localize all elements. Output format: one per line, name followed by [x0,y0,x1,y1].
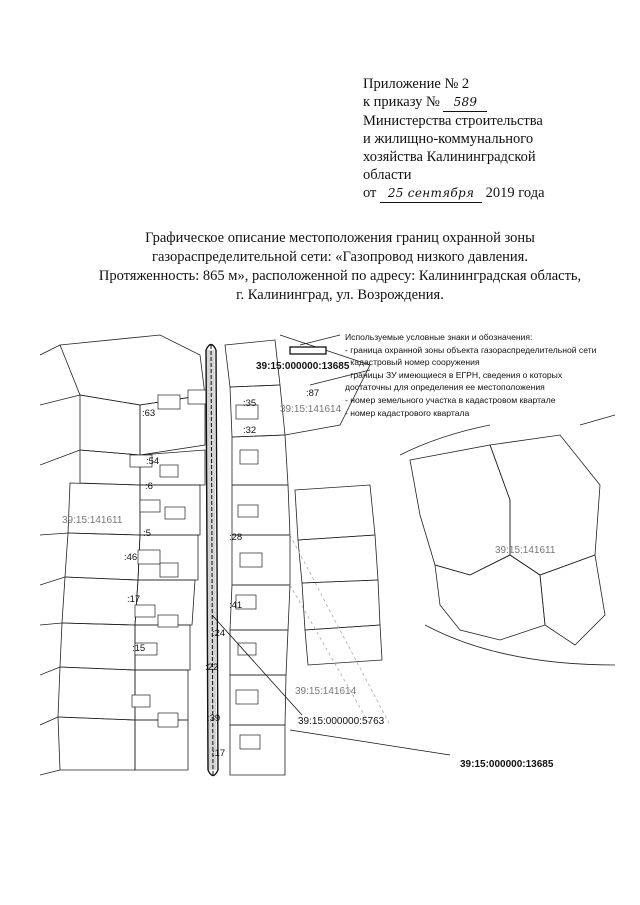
appendix-number: Приложение № 2 [363,76,470,92]
legend [345,331,596,419]
ministry-line-3: хозяйства Калининградской [363,149,536,165]
legend-item: - границы ЗУ имеющиеся в ЕГРН, сведения о которых [345,369,563,380]
ministry-line-1: Министерства строительства [363,113,543,129]
parcel-label: :32 [243,425,257,436]
parcel-label: :63 [142,408,156,419]
legend-item: - номер кадастрового квартала [345,407,470,418]
parcel-label: :24 [212,628,226,639]
date-line [363,184,603,203]
title-line-2: газораспределительной сети: «Газопровод низкого давления. [152,249,528,265]
parcel-label: :17 [127,594,141,605]
parcel-label: :15 [132,643,146,654]
legend-item: - номер земельного участка в кадастровом квартале [345,394,556,405]
parcel-label: :41 [229,600,243,611]
title-line-1: Графическое описание местоположения границ охранной зоны [145,230,535,246]
structure-label-bottom: 39:15:000000:13685 [460,759,554,770]
quarter-label-bottom: 39:15:141614 [295,686,357,697]
order-line [363,93,603,112]
document-title [60,229,620,305]
legend-item: - граница охранной зоны объекта газораспределительной сети [345,344,597,355]
parcel-label: :87 [306,388,320,399]
parcel-label: :5 [143,528,151,539]
quarter-label-right: 39:15:141611 [495,545,556,556]
date-year: 2019 года [485,185,545,201]
structure-label-top: 39:15:000000:13685 [256,361,350,372]
title-line-3: Протяженность: 865 м», расположенной по адресу: Калининградская область, [98,268,582,284]
parcel-label: :22 [205,662,219,673]
title-line-4: г. Калининград, ул. Возрождения. [236,287,444,303]
parcel-label: :54 [146,456,160,467]
parcel-label: :46 [124,552,138,563]
order-prefix: к приказу № [363,94,440,110]
quarter-label-top: 39:15:141614 [280,404,342,415]
order-number-handwritten: 589 [443,93,487,112]
parcel-label: :35 [243,398,257,409]
legend-item: достаточны для определения ее местоположения [345,382,545,393]
legend-item: - кадастровый номер сооружения [345,357,480,368]
ministry-line-2: и жилищно-коммунального [363,131,534,147]
parcel-label: :39 [207,713,221,724]
date-prefix: от [363,185,377,201]
legend-heading: Используемые условные знаки и обозначения: [345,332,533,342]
parcel-label: :6 [145,481,153,492]
ministry-line-4: области [363,167,412,183]
appendix-block [363,75,603,203]
structure-label-mid: 39:15:000000:5763 [298,716,385,727]
date-handwritten: 25 сентября [380,184,482,203]
parcel-label: :28 [229,532,243,543]
quarter-label-left: 39:15:141611 [62,515,123,526]
parcel-label: :17 [212,748,226,759]
